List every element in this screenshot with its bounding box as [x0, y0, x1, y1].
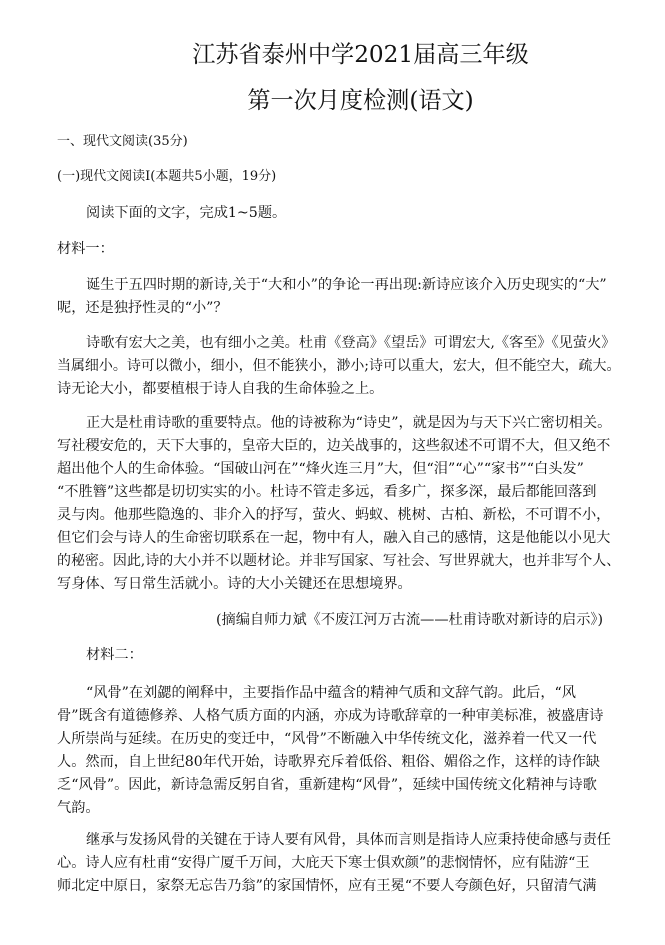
document-title-line1: 江苏省泰州中学2021届高三年级 — [192, 42, 529, 68]
paragraph-line: 超出他个人的生命体验。“国破山河在”“烽火连三月”大，但“泪”“心”“家书”“白头发” — [57, 461, 584, 477]
source-citation: (摘编自师力斌《不废江河万古流——杜甫诗歌对新诗的启示》) — [216, 612, 604, 628]
subsection-heading: (一)现代文阅读Ⅰ(本题共5小题，19分) — [57, 169, 277, 184]
document-title-line2: 第一次月度检测(语文) — [247, 88, 474, 114]
paragraph-line: 骨”既含有道德修养、人格气质方面的内涵，亦成为诗歌辞章的一种审美标准，被盛唐诗 — [57, 708, 604, 724]
paragraph-line: 诗无论大小，都要植根于诗人自我的生命体验之上。 — [57, 381, 384, 397]
paragraph-line: 写社稷安危的，天下大事的，皇帝大臣的，边关战事的，这些叙述不可谓不大，但又绝不 — [57, 438, 611, 454]
paragraph-line: 灵与肉。他那些隐逸的、非介入的抒写，萤火、蚂蚁、桃树、古柏、新松，不可谓不小， — [57, 507, 611, 523]
paragraph-line: 诞生于五四时期的新诗,关于“大和小”的争论一再出现:新诗应该介入历史现实的“大” — [86, 277, 607, 293]
paragraph-line: 当属细小。诗可以微小，细小，但不能狭小，渺小;诗可以重大，宏大，但不能空大，疏大。 — [57, 358, 621, 374]
paragraph-line: 诗歌有宏大之美，也有细小之美。杜甫《登高》《望岳》可谓宏大,《客至》《见萤火》 — [86, 335, 616, 351]
paragraph-line: 乏“风骨”。因此，新诗急需反躬自省，重新建构“风骨”，延续中国传统文化精神与诗歌 — [57, 777, 597, 793]
paragraph-line: 师北定中原日，家祭无忘告乃翁”的家国情怀，应有王冕“不要人夸颜色好，只留清气满 — [57, 878, 597, 894]
paragraph-line: 但它们会与诗人的生命密切联系在一起，物中有人，融入自己的感情，这是他能以小见大 — [57, 530, 611, 546]
paragraph-line: “不胜簪”这些都是切切实实的小。杜诗不管走多远，看多广，探多深，最后都能回落到 — [57, 484, 597, 500]
paragraph-line: 继承与发扬风骨的关键在于诗人要有风骨，具体而言则是指诗人应秉持使命感与责任 — [86, 832, 611, 848]
paragraph-line: “风骨”在刘勰的阐释中，主要指作品中蕴含的精神气质和文辞气韵。此后，“风 — [86, 685, 576, 701]
paragraph-line: 人所崇尚与延续。在历史的变迁中，“风骨”不断融入中华传统文化，滋养着一代又一代 — [57, 731, 597, 747]
section-heading: 一、现代文阅读(35分) — [57, 134, 188, 149]
paragraph-line: 正大是杜甫诗歌的重要特点。他的诗被称为“诗史”，就是因为与天下兴亡密切相关。 — [86, 415, 612, 431]
instruction-text: 阅读下面的文字，完成1~5题。 — [86, 205, 287, 221]
paragraph-line: 呢，还是独抒性灵的“小”？ — [57, 300, 228, 316]
paragraph-line: 气韵。 — [57, 800, 100, 816]
material2-label: 材料二： — [86, 647, 143, 663]
paragraph-line: 心。诗人应有杜甫“安得广厦千万间，大庇天下寒士俱欢颜”的悲悯情怀，应有陆游“王 — [57, 855, 590, 871]
paragraph-line: 的秘密。因此,诗的大小并不以题材论。并非写国家、写社会、写世界就大，也并非写个人、 — [57, 553, 621, 569]
paragraph-line: 人。然而，自上世纪80年代开始，诗歌界充斥着低俗、粗俗、媚俗之作，这样的诗作缺 — [57, 754, 600, 770]
material1-label: 材料一： — [57, 241, 114, 257]
paragraph-line: 写身体、写日常生活就小。诗的大小关键还在思想境界。 — [57, 576, 412, 592]
